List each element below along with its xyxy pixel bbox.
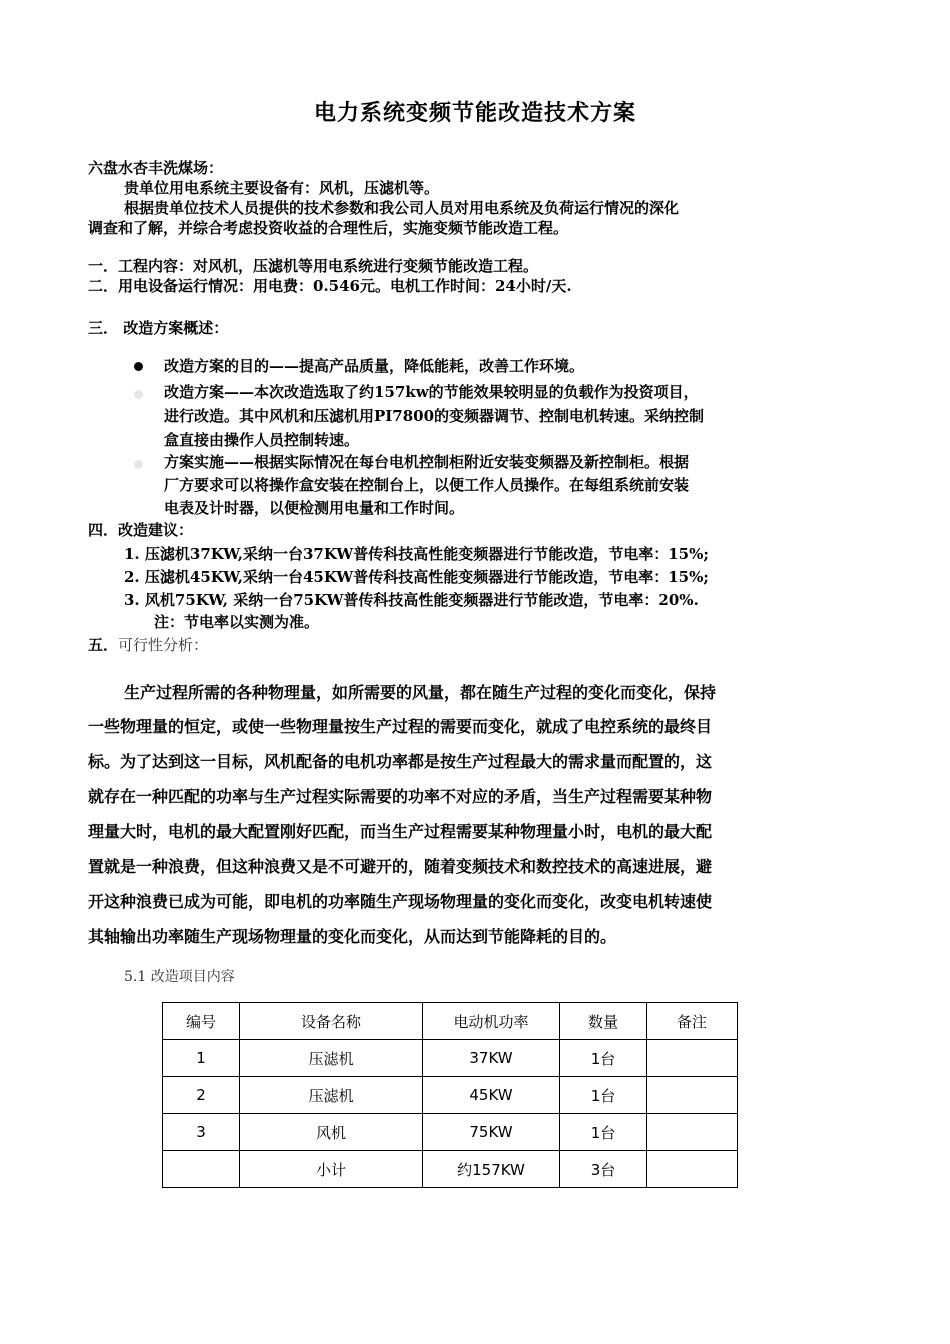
section-4-heading: 四．改造建议： — [88, 521, 194, 539]
cell-remarks — [647, 1114, 738, 1151]
bullet-icon — [134, 362, 143, 371]
section-3-heading: 三． 改造方案概述： — [88, 319, 229, 337]
plan-purpose: 改造方案的目的——提高产品质量，降低能耗，改善工作环境。 — [164, 357, 585, 375]
cell-remarks — [647, 1151, 738, 1188]
cell-power: 75KW — [423, 1114, 560, 1151]
plan-scheme-line-1: 改造方案——本次改造选取了约157kw的节能效果较明显的负载作为投资项目， — [164, 383, 699, 401]
table-row — [163, 1077, 738, 1114]
cell-quantity: 3台 — [560, 1151, 647, 1188]
cell-equipment: 压滤机 — [240, 1077, 423, 1114]
table-caption: 5.1 改造项目内容 — [124, 969, 235, 985]
cell-remarks — [647, 1040, 738, 1077]
analysis-line: 理量大时，电机的最大配置刚好匹配，而当生产过程需要某种物理量小时，电机的最大配 — [88, 822, 713, 841]
analysis-line: 开这种浪费已成为可能，即电机的功率随生产现场物理量的变化而变化，改变电机转速使 — [88, 892, 713, 911]
bullet-icon — [134, 460, 143, 469]
column-header-remarks: 备注 — [647, 1003, 738, 1040]
suggestion-3: 3. 风机75KW, 采纳一台75KW普传科技高性能变频器进行节能改造，节电率：20%. — [124, 591, 699, 609]
analysis-line: 一些物理量的恒定，或使一些物理量按生产过程的需要而变化，就成了电控系统的最终目 — [88, 717, 713, 736]
cell-equipment: 压滤机 — [240, 1040, 423, 1077]
section-1-project-content: 一．工程内容：对风机，压滤机等用电系统进行变频节能改造工程。 — [88, 257, 539, 275]
document-title: 电力系统变频节能改造技术方案 — [313, 100, 636, 126]
suggestion-2: 2. 压滤机45KW,采纳一台45KW普传科技高性能变频器进行节能改造，节电率：15%; — [124, 568, 709, 586]
analysis-line: 置就是一种浪费，但这种浪费又是不可避开的，随着变频技术和数控技术的高速进展，避 — [88, 857, 713, 876]
table-row — [163, 1040, 738, 1077]
cell-power: 约157KW — [423, 1151, 560, 1188]
plan-implementation-line-2: 厂方要求可以将操作盒安装在控制台上，以便工作人员操作。在每组系统前安装 — [164, 476, 690, 494]
analysis-line: 生产过程所需的各种物理量，如所需要的风量，都在随生产过程的变化而变化，保持 — [124, 683, 717, 702]
retrofit-items-table — [162, 1002, 738, 1188]
section-5-prefix: 五． — [88, 636, 119, 654]
plan-implementation-line-1: 方案实施——根据实际情况在每台电机控制柜附近安装变频器及新控制柜。根据 — [164, 453, 690, 471]
section-5-heading — [88, 635, 208, 655]
cell-equipment: 小计 — [240, 1151, 423, 1188]
analysis-line: 就存在一种匹配的功率与生产过程实际需要的功率不对应的矛盾，当生产过程需要某种物 — [88, 787, 713, 806]
cell-quantity: 1台 — [560, 1114, 647, 1151]
cell-number — [163, 1151, 240, 1188]
table-row-subtotal — [163, 1151, 738, 1188]
column-header-number: 编号 — [163, 1003, 240, 1040]
cell-remarks — [647, 1077, 738, 1114]
intro-equipment: 贵单位用电系统主要设备有：风机，压滤机等。 — [124, 179, 440, 197]
client-name: 六盘水杏丰洗煤场： — [88, 159, 224, 177]
analysis-line: 标。为了达到这一目标，风机配备的电机功率都是按生产过程最大的需求量而配置的，这 — [88, 752, 713, 771]
section-5-label: 可行性分析： — [118, 636, 209, 654]
table-row — [163, 1114, 738, 1151]
column-header-equipment: 设备名称 — [240, 1003, 423, 1040]
bullet-icon — [134, 390, 143, 399]
intro-paragraph-line-2: 调查和了解，并综合考虑投资收益的合理性后，实施变频节能改造工程。 — [88, 219, 569, 237]
section-2-equipment-status: 二．用电设备运行情况：用电费：0.546元。电机工作时间：24小时/天. — [88, 277, 572, 295]
cell-power: 45KW — [423, 1077, 560, 1114]
cell-power: 37KW — [423, 1040, 560, 1077]
cell-quantity: 1台 — [560, 1077, 647, 1114]
cell-number: 3 — [163, 1114, 240, 1151]
suggestion-note: 注：节电率以实测为准。 — [154, 613, 320, 631]
plan-scheme-line-3: 盒直接由操作人员控制转速。 — [164, 431, 360, 449]
cell-quantity: 1台 — [560, 1040, 647, 1077]
analysis-line: 其轴输出功率随生产现场物理量的变化而变化，从而达到节能降耗的目的。 — [88, 927, 617, 946]
intro-paragraph-line-1: 根据贵单位技术人员提供的技术参数和我公司人员对用电系统及负荷运行情况的深化 — [124, 199, 680, 217]
cell-equipment: 风机 — [240, 1114, 423, 1151]
suggestion-1: 1. 压滤机37KW,采纳一台37KW普传科技高性能变频器进行节能改造，节电率：15%; — [124, 545, 709, 563]
column-header-quantity: 数量 — [560, 1003, 647, 1040]
plan-scheme-line-2: 进行改造。其中风机和压滤机用PI7800的变频器调节、控制电机转速。采纳控制 — [164, 407, 705, 425]
cell-number: 1 — [163, 1040, 240, 1077]
plan-implementation-line-3: 电表及计时器，以便检测用电量和工作时间。 — [164, 499, 465, 517]
column-header-power: 电动机功率 — [423, 1003, 560, 1040]
cell-number: 2 — [163, 1077, 240, 1114]
table-header-row — [163, 1003, 738, 1040]
